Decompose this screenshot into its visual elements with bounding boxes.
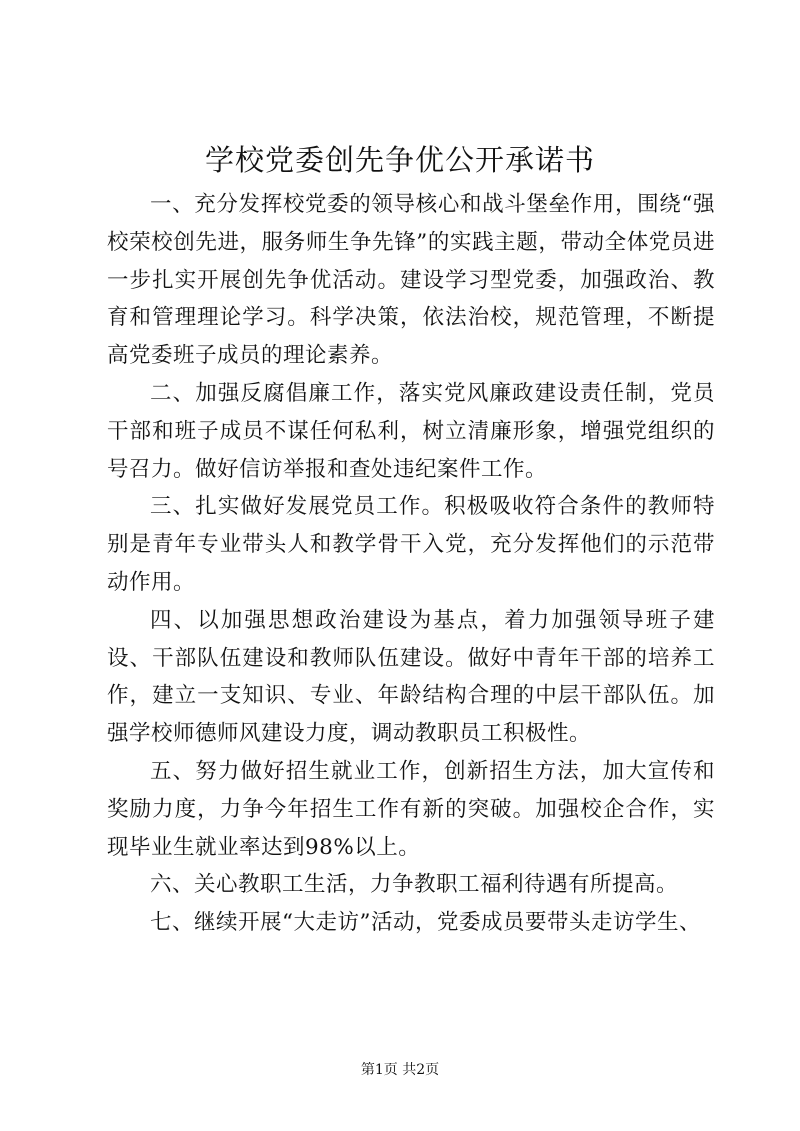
paragraph-2: 二、加强反腐倡廉工作，落实党风廉政建设责任制，党员干部和班子成员不谋任何私利，树立清廉形象，增强党组织的号召力。做好信访举报和查处违纪案件工作。 (107, 380, 715, 482)
paragraph-5: 五、努力做好招生就业工作，创新招生方法，加大宣传和奖励力度，力争今年招生工作有新的突破。加强校企合作，实现毕业生就业率达到98%以上。 (107, 758, 715, 860)
document-title: 学校党委创先争优公开承诺书 (204, 143, 595, 177)
document-body (107, 186, 715, 942)
paragraph-7: 七、继续开展“大走访”活动，党委成员要带头走访学生、 (150, 910, 701, 936)
paragraph-1: 一、充分发挥校党委的领导核心和战斗堡垒作用，围绕“强校荣校创先进，服务师生争先锋”的实践主题，带动全体党员进一步扎实开展创先争优活动。建设学习型党委，加强政治、教育和管理理论学习。科学决策，依法治校，规范管理，不断提高党委班子成员的理论素养。 (107, 192, 715, 369)
page-number-footer: 第1页 共2页 (360, 1062, 440, 1078)
paragraph-6: 六、关心教职工生活，力争教职工福利待遇有所提高。 (150, 872, 679, 898)
paragraph-3: 三、扎实做好发展党员工作。积极吸收符合条件的教师特别是青年专业带头人和教学骨干入党，充分发挥他们的示范带动作用。 (107, 494, 715, 595)
paragraph-4: 四、以加强思想政治建设为基点，着力加强领导班子建设、干部队伍建设和教师队伍建设。做好中青年干部的培养工作，建立一支知识、专业、年龄结构合理的中层干部队伍。加强学校师德师风建设力度，调动教职员工积极性。 (107, 607, 715, 747)
